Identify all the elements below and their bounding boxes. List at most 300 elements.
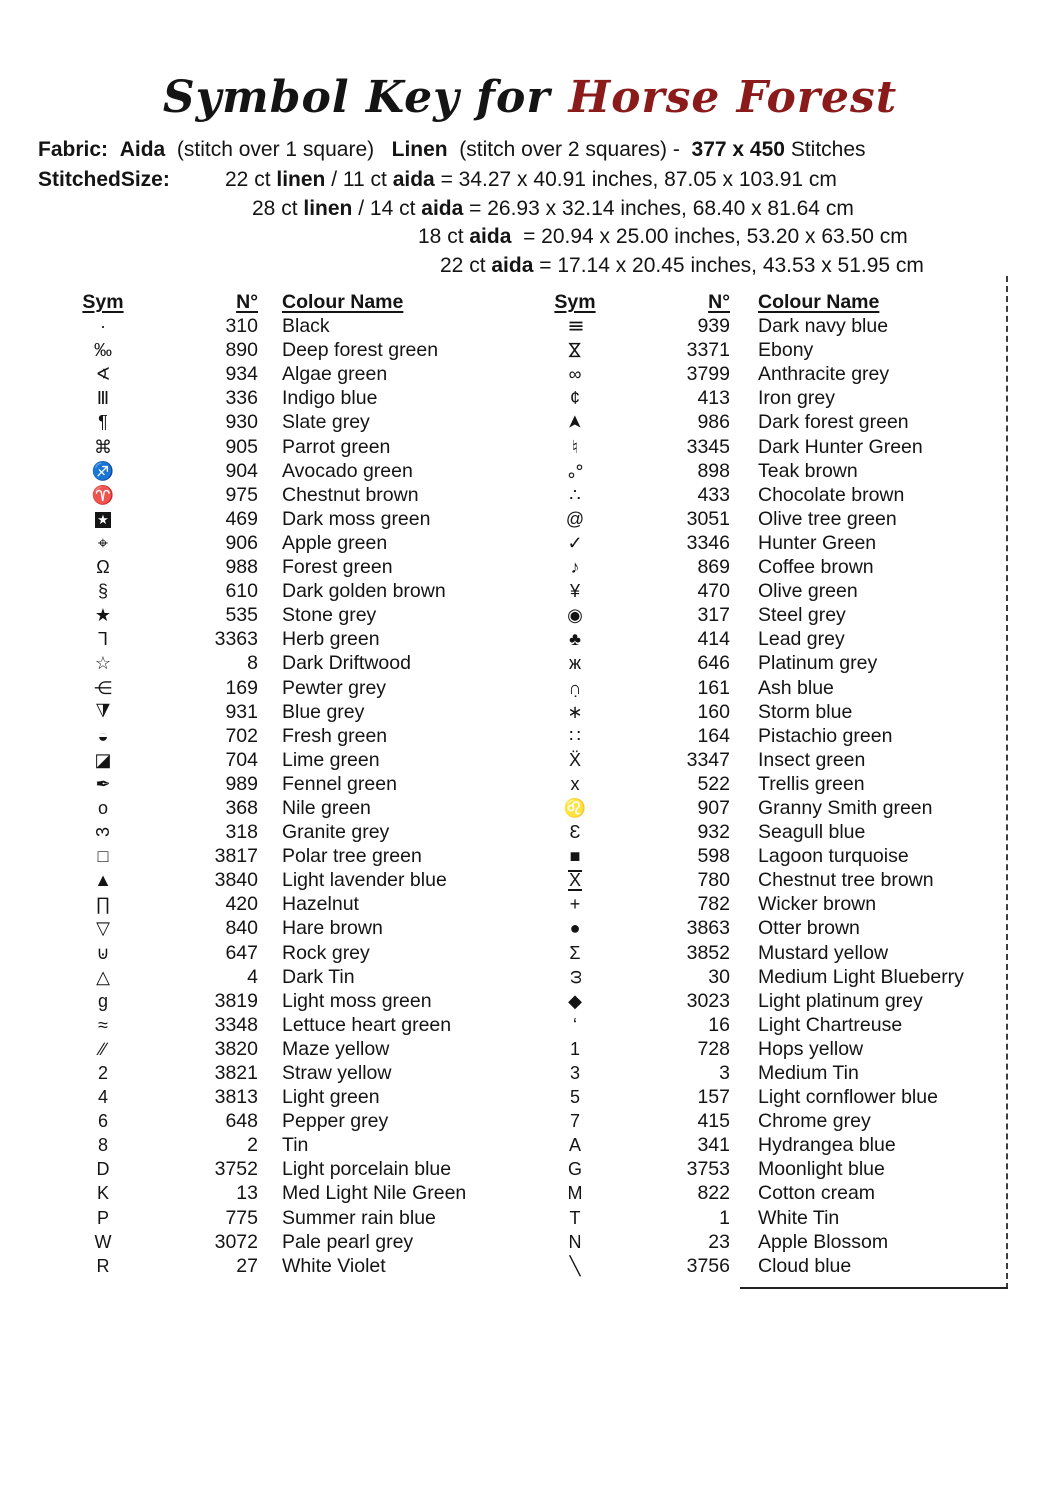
colour-name-cell: Summer rain blue [282, 1206, 436, 1229]
symbol-glyph: 3 [92, 827, 113, 838]
colour-name-cell: Granite grey [282, 821, 390, 844]
colour-name-cell: Algae green [282, 363, 388, 386]
symbol-glyph: ♈ [91, 484, 115, 505]
text-segment: (stitch over 2 squares) - [447, 138, 692, 161]
thread-number-cell: 3821 [214, 1062, 258, 1084]
symbol-cell [60, 531, 146, 555]
symbol-cell [532, 455, 618, 486]
symbol-glyph: ∗ [567, 701, 583, 722]
symbol-cell [60, 700, 146, 724]
symbol-cell [60, 314, 146, 338]
symbol-glyph: ‰ [94, 340, 112, 361]
thread-number-cell: 3863 [686, 917, 730, 940]
symbol-cell [532, 1133, 618, 1157]
symbol-glyph: ⌖ [97, 532, 109, 553]
symbol-cell [532, 362, 618, 386]
thread-number-cell: 16 [708, 1013, 730, 1036]
colour-name-cell: Dark Tin [282, 965, 355, 988]
symbol-glyph: ω [564, 969, 585, 984]
thread-number-cell: 164 [697, 724, 730, 747]
symbol-glyph: ⋈ [565, 341, 586, 360]
colour-name-cell: Cloud blue [758, 1254, 852, 1277]
colour-name-cell: Seagull blue [758, 821, 866, 844]
symbol-cell [60, 1037, 146, 1061]
stitched-size-label: StitchedSize: [38, 168, 170, 191]
bold-text-segment: 377 x 450 [691, 138, 785, 161]
colour-name-cell: Granny Smith green [758, 796, 933, 819]
thread-number-cell: 3817 [214, 845, 258, 868]
symbol-cell [60, 555, 146, 579]
thread-number-cell: 702 [225, 724, 258, 747]
symbol-cell [532, 507, 618, 531]
bold-text-segment: aida [392, 168, 435, 191]
symbol-glyph: ¥ [569, 581, 580, 602]
thread-number-cell: 317 [697, 604, 730, 627]
symbol-glyph: K [96, 1183, 109, 1204]
colour-name-cell: Polar tree green [282, 845, 422, 868]
bold-text-segment: aida [421, 196, 464, 220]
thread-number-cell: 905 [225, 435, 258, 458]
symbol-glyph: 7 [569, 1111, 580, 1132]
bold-text-segment: Aida [119, 138, 166, 161]
symbol-glyph: ∕∕ [99, 1038, 106, 1059]
thread-number-cell: 3799 [686, 363, 730, 386]
colour-name-cell: Hazelnut [282, 893, 359, 916]
symbol-cell [60, 1109, 146, 1133]
colour-name-cell: Slate grey [282, 411, 370, 434]
colour-name-cell: Med Light Nile Green [282, 1182, 467, 1205]
colour-name-cell: Rock grey [282, 941, 370, 964]
stitched-size-line [188, 252, 1060, 281]
symbol-cell [60, 627, 146, 651]
symbol-glyph: ◆ [568, 990, 582, 1011]
symbol-glyph: P [96, 1207, 109, 1228]
colour-name-cell: Straw yellow [282, 1062, 392, 1084]
symbol-glyph: x [570, 773, 580, 794]
symbol-cell [60, 844, 146, 868]
symbol-cell [60, 1061, 146, 1085]
thread-number-cell: 415 [697, 1110, 730, 1133]
colour-name-cell: Wicker brown [758, 893, 877, 916]
table-right-border [1006, 276, 1008, 1289]
symbol-cell [60, 724, 146, 748]
colour-name-cell: Lime green [282, 748, 380, 771]
thread-number-cell: 782 [697, 893, 730, 916]
column-header-colour-name: Colour Name [758, 291, 880, 313]
colour-name-cell: Pale pearl grey [282, 1230, 414, 1253]
colour-name-cell: Pepper grey [282, 1110, 389, 1133]
symbol-glyph: W [94, 1231, 112, 1252]
symbol-glyph: ♐ [91, 460, 115, 481]
symbol-glyph: ✒ [95, 773, 111, 794]
column-header-number: N° [236, 291, 258, 313]
thread-number-cell: 13 [236, 1182, 258, 1205]
thread-number-cell: 728 [697, 1037, 730, 1060]
thread-number-cell: 3756 [686, 1254, 730, 1277]
symbol-glyph: ⌘ [94, 436, 112, 457]
colour-name-cell: Fennel green [282, 772, 397, 795]
colour-name-cell: Medium Light Blueberry [758, 965, 964, 988]
colour-name-cell: White Violet [282, 1254, 386, 1277]
symbol-glyph: Γ [98, 629, 108, 650]
symbol-cell [60, 676, 146, 700]
colour-name-cell: Nile green [282, 796, 371, 819]
symbol-glyph: ✓ [567, 532, 583, 553]
key-tables [0, 290, 1060, 1300]
symbol-cell [532, 700, 618, 724]
symbol-cell [532, 410, 618, 434]
column-header-sym: Sym [82, 291, 124, 313]
thread-number-cell: 3347 [686, 748, 730, 771]
symbol-cell [532, 314, 618, 338]
symbol-cell [532, 965, 618, 989]
symbol-cell [60, 1206, 146, 1230]
symbol-cell [532, 627, 618, 651]
symbol-cell [532, 676, 618, 700]
fabric-line [38, 136, 1060, 164]
symbol-glyph: g [97, 990, 108, 1011]
thread-number-cell: 775 [225, 1206, 258, 1229]
text-segment: / 11 ct [325, 168, 393, 191]
bold-text-segment: Linen [391, 138, 448, 161]
title-prefix: Symbol Key for [162, 72, 551, 123]
colour-name-cell: Coffee brown [758, 556, 874, 579]
thread-number-cell: 160 [697, 700, 730, 723]
colour-name-cell: Ash blue [758, 676, 834, 699]
colour-name-cell: Light moss green [282, 989, 432, 1012]
symbol-glyph: 3 [569, 1063, 580, 1083]
thread-number-cell: 522 [697, 772, 730, 795]
text-segment: (stitch over 1 square) [165, 138, 392, 161]
text-segment: = 17.14 x 20.45 inches, 43.53 x 51.95 cm [533, 253, 924, 277]
symbol-cell [60, 820, 146, 844]
symbol-cell [60, 435, 146, 459]
bold-text-segment: aida [469, 225, 512, 248]
symbol-glyph: § [97, 581, 108, 602]
thread-number-cell: 413 [697, 387, 730, 410]
stitched-size-lines [188, 166, 1060, 280]
text-segment: 18 ct [418, 225, 470, 248]
colour-name-cell: Olive tree green [758, 507, 897, 530]
symbol-glyph: ◭ [96, 701, 110, 722]
colour-name-cell: Pewter grey [282, 676, 387, 699]
symbol-cell [532, 1109, 618, 1133]
stitched-size-line [188, 195, 1060, 224]
thread-number-cell: 368 [225, 796, 258, 819]
thread-number-cell: 3813 [214, 1086, 258, 1109]
thread-number-cell: 1 [719, 1206, 730, 1229]
symbol-glyph: ≈ [98, 1014, 108, 1035]
symbol-cell [532, 338, 618, 362]
thread-number-cell: 822 [697, 1182, 730, 1205]
symbol-glyph: Σ [569, 942, 581, 963]
symbol-cell [532, 748, 618, 772]
symbol-glyph: ◪ [94, 749, 112, 770]
symbol-cell [532, 989, 618, 1013]
symbol-cell [60, 1133, 146, 1157]
symbol-glyph: ж [568, 653, 582, 674]
colour-name-cell: Otter brown [758, 917, 860, 940]
colour-name-cell: Forest green [282, 556, 393, 579]
colour-name-cell: Herb green [282, 628, 380, 651]
colour-name-cell: Dark moss green [282, 507, 431, 530]
text-segment: 28 ct [252, 196, 304, 220]
symbol-cell [60, 362, 146, 386]
thread-number-cell: 420 [225, 893, 258, 916]
symbol-cell [60, 338, 146, 362]
symbol-glyph: ╲ [569, 1255, 581, 1276]
symbol-cell [60, 651, 146, 675]
colour-name-cell: Chocolate brown [758, 483, 905, 506]
symbol-glyph: 8 [97, 1135, 108, 1156]
bold-text-segment: linen [303, 196, 353, 220]
symbol-glyph: ∢ [95, 364, 111, 385]
symbol-glyph: ‘ [573, 1014, 577, 1035]
symbol-cell [532, 1157, 618, 1181]
symbol-cell [532, 1206, 618, 1230]
symbol-cell [60, 1013, 146, 1037]
stitched-size-line [188, 223, 1060, 252]
bold-text-segment: aida [491, 253, 534, 277]
symbol-glyph: o [97, 797, 108, 818]
colour-name-cell: Teak brown [758, 459, 858, 482]
thread-number-cell: 704 [225, 748, 258, 771]
colour-name-cell: Steel grey [758, 604, 846, 627]
colour-name-cell: Maze yellow [282, 1037, 390, 1060]
symbol-cell [532, 555, 618, 579]
colour-name-cell: Chrome grey [758, 1110, 871, 1133]
colour-name-cell: Olive green [758, 580, 858, 603]
symbol-cell [532, 772, 618, 796]
thread-number-cell: 986 [697, 411, 730, 434]
symbol-glyph: Ⅲ [96, 388, 110, 409]
symbol-glyph: 6 [97, 1111, 108, 1132]
thread-number-cell: 470 [697, 580, 730, 603]
symbol-glyph: ★ [94, 605, 112, 626]
thread-number-cell: 3346 [686, 531, 730, 554]
symbol-glyph: D [96, 1159, 110, 1180]
colour-name-cell: Hops yellow [758, 1037, 864, 1060]
symbol-cell [532, 1061, 618, 1085]
symbol-cell [60, 386, 146, 410]
thread-number-cell: 646 [697, 652, 730, 675]
colour-name-cell: Stone grey [282, 604, 377, 627]
colour-name-cell: Parrot green [282, 435, 391, 458]
colour-name-cell: Chestnut tree brown [758, 869, 934, 892]
colour-name-cell: Light green [282, 1086, 380, 1109]
symbol-cell [532, 892, 618, 916]
thread-number-cell: 3363 [214, 628, 258, 651]
symbol-glyph: · [100, 316, 106, 337]
symbol-cell [60, 892, 146, 916]
colour-name-cell: Light lavender blue [282, 869, 447, 892]
colour-name-cell: Cotton cream [758, 1182, 876, 1205]
thread-number-cell: 3023 [686, 989, 730, 1012]
colour-name-cell: Dark Driftwood [282, 652, 411, 675]
colour-name-cell: Medium Tin [758, 1062, 859, 1084]
colour-name-cell: Dark Hunter Green [758, 435, 923, 458]
colour-name-cell: Apple Blossom [758, 1230, 889, 1253]
thread-number-cell: 930 [225, 411, 258, 434]
colour-name-cell: Hydrangea blue [758, 1134, 896, 1157]
colour-name-cell: Fresh green [282, 724, 388, 747]
thread-number-cell: 934 [225, 363, 258, 386]
symbol-glyph: X [568, 870, 581, 891]
symbol-cell [60, 1254, 146, 1278]
symbol-glyph: ▽ [96, 918, 110, 939]
symbol-glyph: ∷ [569, 725, 581, 746]
text-segment: 22 ct [440, 253, 492, 277]
thread-number-cell: 27 [236, 1254, 258, 1277]
thread-number-cell: 318 [225, 821, 258, 844]
symbol-glyph: ⊍ [96, 942, 110, 963]
symbol-glyph: Ⅲ [565, 319, 586, 333]
colour-name-cell: Avocado green [282, 459, 413, 482]
text-segment: 22 ct [225, 168, 277, 191]
colour-name-cell: Tin [282, 1134, 309, 1157]
symbol-cell [532, 941, 618, 965]
text-segment: = 26.93 x 32.14 inches, 68.40 x 81.64 cm [463, 196, 854, 220]
symbol-glyph: □ [97, 846, 109, 867]
thread-number-cell: 8 [247, 652, 258, 675]
table-bottom-border [740, 1287, 1008, 1289]
thread-number-cell: 869 [697, 556, 730, 579]
symbol-glyph: ⋲ [94, 677, 112, 698]
title-pattern-name: Horse Forest [568, 72, 898, 123]
symbol-glyph: ➤ [564, 414, 585, 431]
thread-number-cell: 336 [225, 387, 258, 410]
thread-number-cell: 157 [697, 1086, 730, 1109]
symbol-glyph: ◒ [97, 725, 109, 746]
symbol-cell [60, 868, 146, 892]
symbol-cell [532, 820, 618, 844]
symbol-glyph: 1 [569, 1038, 580, 1059]
colour-name-cell: Dark navy blue [758, 315, 889, 338]
thread-number-cell: 932 [697, 821, 730, 844]
thread-number-cell: 433 [697, 483, 730, 506]
symbol-cell [60, 941, 146, 965]
symbol-cell [60, 507, 146, 531]
colour-name-cell: Deep forest green [282, 339, 439, 362]
symbol-glyph: ∘∘ [559, 455, 591, 486]
text-segment: = 34.27 x 40.91 inches, 87.05 x 103.91 cm [434, 168, 837, 191]
colour-name-cell: Trellis green [758, 772, 865, 795]
symbol-cell [60, 410, 146, 434]
colour-name-cell: Dark forest green [758, 411, 909, 434]
symbol-glyph: G [567, 1159, 582, 1180]
thread-number-cell: 161 [697, 676, 730, 699]
thread-number-cell: 907 [697, 796, 730, 819]
colour-name-cell: Light platinum grey [758, 989, 923, 1012]
thread-number-cell: 535 [225, 604, 258, 627]
symbol-cell [60, 579, 146, 603]
symbol-cell [532, 531, 618, 555]
symbol-cell [60, 603, 146, 627]
thread-number-cell: 3820 [214, 1037, 258, 1060]
symbol-cell [60, 748, 146, 772]
colour-name-cell: Light cornflower blue [758, 1086, 938, 1109]
thread-number-cell: 3051 [686, 507, 730, 530]
thread-number-cell: 3348 [214, 1013, 258, 1036]
symbol-cell [60, 916, 146, 940]
symbol-glyph: R [96, 1255, 110, 1276]
symbol-cell [60, 483, 146, 507]
thread-number-cell: 840 [225, 917, 258, 940]
thread-number-cell: 3072 [214, 1230, 258, 1253]
symbol-cell [532, 724, 618, 748]
colour-name-cell: Insect green [758, 748, 866, 771]
colour-name-cell: Hare brown [282, 917, 383, 940]
colour-name-cell: Light porcelain blue [282, 1158, 452, 1181]
colour-name-cell: Platinum grey [758, 652, 878, 675]
bold-text-segment: Fabric: [38, 138, 109, 161]
colour-name-cell: Light Chartreuse [758, 1013, 903, 1036]
column-header-number: N° [708, 291, 730, 313]
symbol-glyph: ♮ [571, 436, 579, 457]
column-header-colour-name: Colour Name [282, 291, 404, 313]
colour-name-cell: Apple green [282, 531, 388, 554]
symbol-glyph: ■ [569, 846, 581, 867]
colour-name-cell: Chestnut brown [282, 483, 419, 506]
colour-name-cell: White Tin [758, 1206, 840, 1229]
page-title [0, 72, 1060, 123]
symbol-cell [60, 1181, 146, 1205]
text-segment: Stitches [784, 138, 866, 161]
thread-number-cell: 341 [697, 1134, 730, 1157]
symbol-glyph: A [568, 1135, 581, 1156]
thread-number-cell: 939 [697, 315, 730, 338]
thread-number-cell: 23 [708, 1230, 730, 1253]
key-table-right [532, 290, 1007, 1278]
thread-number-cell: 4 [247, 965, 258, 988]
symbol-glyph: ∏ [95, 894, 111, 915]
symbol-glyph: Ω [96, 557, 110, 578]
colour-name-cell: Lagoon turquoise [758, 845, 909, 868]
colour-name-cell: Black [282, 315, 330, 338]
symbol-cell [532, 1013, 618, 1037]
symbol-cell [60, 965, 146, 989]
symbol-glyph: ★ [95, 512, 112, 528]
symbol-cell [60, 1230, 146, 1254]
thread-number-cell: 3819 [214, 989, 258, 1012]
symbol-cell [532, 1254, 618, 1278]
symbol-glyph: Ɛ [569, 822, 581, 843]
thread-number-cell: 904 [225, 459, 258, 482]
thread-number-cell: 2 [247, 1134, 258, 1157]
symbol-glyph: ¶ [98, 412, 108, 433]
colour-name-cell: Blue grey [282, 700, 365, 723]
symbol-glyph: 2 [97, 1063, 108, 1083]
symbol-glyph: ☆ [94, 653, 112, 674]
symbol-cell [532, 1037, 618, 1061]
colour-name-cell: Lead grey [758, 628, 845, 651]
symbol-cell [532, 796, 618, 820]
key-table-left [60, 290, 520, 1278]
symbol-glyph: M [567, 1183, 583, 1204]
colour-name-cell: Iron grey [758, 387, 835, 410]
symbol-glyph: △ [96, 966, 110, 987]
thread-number-cell: 989 [225, 772, 258, 795]
colour-name-cell: Pistachio green [758, 724, 893, 747]
symbol-cell [60, 989, 146, 1013]
symbol-glyph: ▲ [94, 870, 112, 891]
stitched-size-block [38, 166, 1060, 280]
symbol-glyph: ♌ [563, 797, 587, 818]
symbol-cell [532, 868, 618, 892]
symbol-glyph: @ [565, 508, 585, 529]
column-header-sym: Sym [554, 291, 596, 313]
symbol-glyph: ◉ [567, 605, 583, 626]
